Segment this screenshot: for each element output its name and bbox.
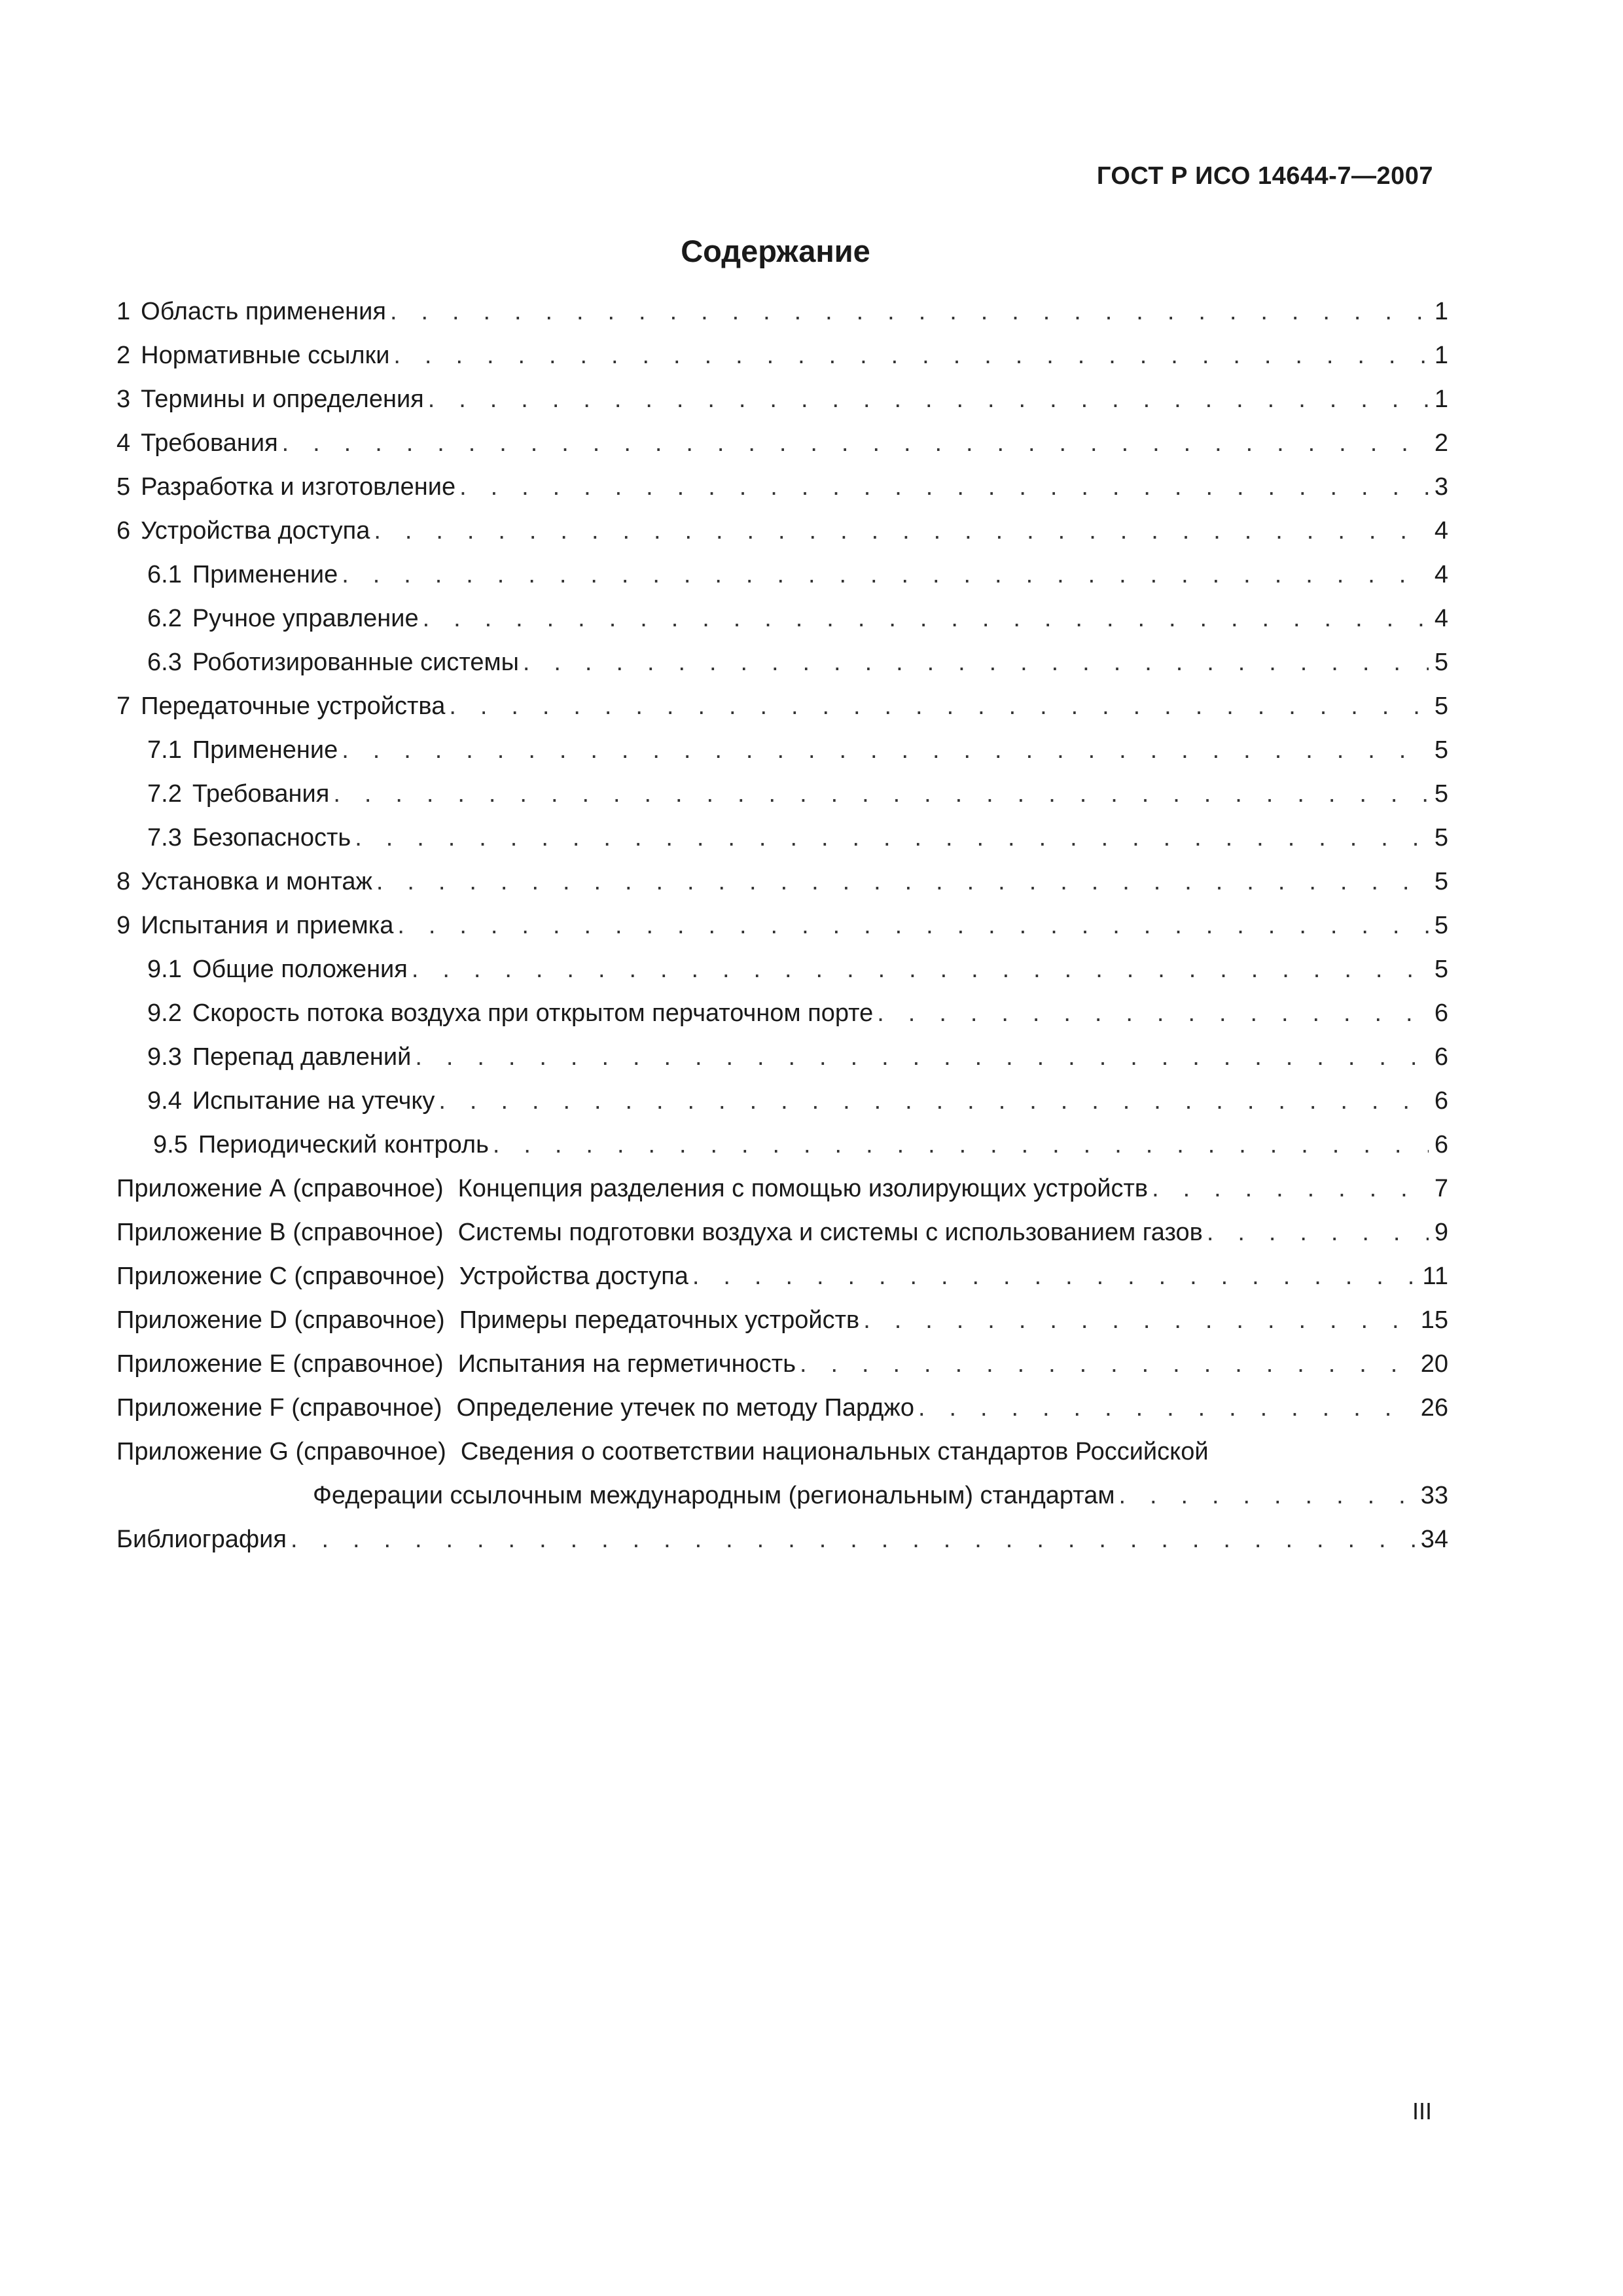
toc-entry-page: 7 bbox=[1434, 1175, 1448, 1202]
toc-subentry[interactable] bbox=[116, 1043, 1448, 1087]
toc-entry-page: 11 bbox=[1422, 1263, 1448, 1290]
dot-leader bbox=[374, 517, 1429, 545]
dot-leader bbox=[428, 386, 1429, 414]
toc-entry-label: Периодический контроль bbox=[198, 1131, 489, 1158]
toc-entry-page: 9 bbox=[1434, 1219, 1448, 1246]
dot-leader bbox=[412, 956, 1429, 984]
toc-entry[interactable] bbox=[116, 429, 1448, 473]
toc-entry-page: 2 bbox=[1434, 429, 1448, 457]
toc-entry[interactable] bbox=[116, 868, 1448, 912]
toc-entry-page: 6 bbox=[1434, 1131, 1448, 1158]
dot-leader bbox=[692, 1263, 1419, 1291]
appendix-prefix: Приложение Е (справочное) bbox=[116, 1350, 444, 1378]
toc-entry-number: 7.3 bbox=[147, 824, 182, 852]
toc-entry-page: 5 bbox=[1434, 956, 1448, 983]
toc-entry-label: Ручное управление bbox=[192, 605, 419, 632]
toc-entry-number: 9.5 bbox=[153, 1131, 188, 1158]
toc-bibliography-entry[interactable] bbox=[116, 1526, 1448, 1570]
toc-appendix-continuation[interactable] bbox=[116, 1482, 1448, 1526]
toc-entry-number: 5 bbox=[116, 473, 131, 501]
toc-entry-number: 7.2 bbox=[147, 780, 182, 808]
toc-subentry[interactable] bbox=[116, 824, 1448, 868]
toc-entry-number: 6.2 bbox=[147, 605, 182, 632]
toc-subentry[interactable] bbox=[116, 956, 1448, 999]
toc-entry-number: 9.4 bbox=[147, 1087, 182, 1115]
toc-entry[interactable] bbox=[116, 386, 1448, 429]
appendix-label: Устройства доступа bbox=[459, 1263, 688, 1290]
dot-leader bbox=[397, 912, 1429, 940]
toc-entry-page: 4 bbox=[1434, 517, 1448, 545]
appendix-prefix: Приложение С (справочное) bbox=[116, 1263, 445, 1290]
toc-subentry[interactable] bbox=[116, 999, 1448, 1043]
toc-entry-page: 6 bbox=[1434, 1087, 1448, 1115]
appendix-prefix: Приложение D (справочное) bbox=[116, 1306, 445, 1334]
toc-subentry[interactable] bbox=[116, 780, 1448, 824]
toc-entry[interactable] bbox=[116, 692, 1448, 736]
dot-leader bbox=[390, 298, 1429, 326]
toc-entry-number: 1 bbox=[116, 298, 131, 325]
toc-entry-page: 3 bbox=[1434, 473, 1448, 501]
toc-entry-number: 2 bbox=[116, 342, 131, 369]
dot-leader bbox=[1152, 1175, 1429, 1203]
dot-leader bbox=[342, 736, 1429, 764]
dot-leader bbox=[282, 429, 1429, 457]
document-code: ГОСТ Р ИСО 14644-7—2007 bbox=[1096, 162, 1433, 190]
toc-appendix-entry[interactable] bbox=[116, 1306, 1448, 1350]
appendix-prefix: Приложение А (справочное) bbox=[116, 1175, 444, 1202]
toc-subentry[interactable] bbox=[116, 649, 1448, 692]
toc-entry-number: 6.3 bbox=[147, 649, 182, 676]
toc-entry[interactable] bbox=[116, 912, 1448, 956]
appendix-prefix: Приложение В (справочное) bbox=[116, 1219, 444, 1246]
toc-entry-page: 5 bbox=[1434, 824, 1448, 852]
toc-entry-label: Требования bbox=[192, 780, 330, 808]
toc-entry-page: 1 bbox=[1434, 386, 1448, 413]
toc-entry-number: 9.3 bbox=[147, 1043, 182, 1071]
toc-entry-page: 5 bbox=[1434, 868, 1448, 895]
toc-entry-label: Перепад давлений bbox=[192, 1043, 412, 1071]
appendix-prefix: Приложение F (справочное) bbox=[116, 1394, 442, 1422]
toc-entry[interactable] bbox=[116, 473, 1448, 517]
dot-leader bbox=[863, 1306, 1416, 1335]
toc-entry-page: 6 bbox=[1434, 999, 1448, 1027]
toc-entry[interactable] bbox=[116, 298, 1448, 342]
toc-entry-page: 15 bbox=[1420, 1306, 1448, 1334]
toc-entry-label: Передаточные устройства bbox=[141, 692, 446, 720]
toc-entry-number: 9 bbox=[116, 912, 131, 939]
dot-leader bbox=[523, 649, 1429, 677]
toc-entry-page: 20 bbox=[1420, 1350, 1448, 1378]
appendix-label: Примеры передаточных устройств bbox=[459, 1306, 860, 1334]
toc-entry-label: Роботизированные системы bbox=[192, 649, 519, 676]
toc-entry-page: 5 bbox=[1434, 780, 1448, 808]
appendix-label: Системы подготовки воздуха и системы с использованием газов bbox=[457, 1219, 1203, 1246]
toc-entry-page: 5 bbox=[1434, 912, 1448, 939]
toc-appendix-entry[interactable] bbox=[116, 1350, 1448, 1394]
toc-subentry[interactable] bbox=[116, 736, 1448, 780]
toc-entry-page: 5 bbox=[1434, 736, 1448, 764]
toc-subentry[interactable] bbox=[116, 605, 1448, 649]
toc-entry-label: Испытания и приемка bbox=[141, 912, 394, 939]
toc-entry-number: 4 bbox=[116, 429, 131, 457]
toc-entry-page: 4 bbox=[1434, 561, 1448, 588]
toc-entry-page: 34 bbox=[1420, 1526, 1448, 1553]
toc-entry-label: Установка и монтаж bbox=[141, 868, 372, 895]
toc-entry-page: 1 bbox=[1434, 298, 1448, 325]
toc-entry-page: 26 bbox=[1420, 1394, 1448, 1422]
toc-entry-label: Область применения bbox=[141, 298, 386, 325]
toc-subentry[interactable] bbox=[116, 1087, 1448, 1131]
toc-entry-page: 5 bbox=[1434, 692, 1448, 720]
toc-entry-label: Нормативные ссылки bbox=[141, 342, 390, 369]
toc-appendix-entry[interactable] bbox=[116, 1263, 1448, 1306]
toc-title: Содержание bbox=[681, 234, 870, 268]
dot-leader bbox=[449, 692, 1429, 721]
toc-subentry[interactable] bbox=[116, 1131, 1448, 1175]
dot-leader bbox=[291, 1526, 1417, 1554]
toc-appendix-entry[interactable] bbox=[116, 1438, 1448, 1482]
dot-leader bbox=[493, 1131, 1429, 1159]
toc-entry-number: 9.2 bbox=[147, 999, 182, 1027]
toc-entry-number: 3 bbox=[116, 386, 131, 413]
page-number: III bbox=[1412, 2098, 1432, 2125]
toc-entry-number: 7 bbox=[116, 692, 131, 720]
toc-entry-page: 6 bbox=[1434, 1043, 1448, 1071]
toc-entry-page: 1 bbox=[1434, 342, 1448, 369]
toc-entry-label: Применение bbox=[192, 561, 338, 588]
appendix-prefix: Приложение G (справочное) bbox=[116, 1438, 446, 1465]
toc-entry-number: 7.1 bbox=[147, 736, 182, 764]
toc-entry-label: Общие положения bbox=[192, 956, 408, 983]
toc-entry-number: 6 bbox=[116, 517, 131, 545]
toc-entry-label: Скорость потока воздуха при открытом перчаточном порте bbox=[192, 999, 874, 1027]
dot-leader bbox=[459, 473, 1429, 501]
dot-leader bbox=[1207, 1219, 1429, 1247]
dot-leader bbox=[342, 561, 1429, 589]
toc-appendix-entry[interactable] bbox=[116, 1175, 1448, 1219]
toc-entry-page: 5 bbox=[1434, 649, 1448, 676]
toc-entry-label: Безопасность bbox=[192, 824, 351, 852]
toc-entry-label: Требования bbox=[141, 429, 278, 457]
dot-leader bbox=[918, 1394, 1417, 1422]
appendix-label-continued: Федерации ссылочным международным (региональным) стандартам bbox=[313, 1482, 1115, 1509]
dot-leader bbox=[415, 1043, 1429, 1071]
toc-entry[interactable] bbox=[116, 342, 1448, 386]
dot-leader bbox=[800, 1350, 1417, 1378]
toc-entry-label: Разработка и изготовление bbox=[141, 473, 456, 501]
toc-entry-page: 33 bbox=[1420, 1482, 1448, 1509]
toc-entry-label: Термины и определения bbox=[141, 386, 424, 413]
dot-leader bbox=[393, 342, 1429, 370]
appendix-label: Испытания на герметичность bbox=[457, 1350, 796, 1378]
toc-entry[interactable] bbox=[116, 517, 1448, 561]
table-of-contents bbox=[116, 298, 1448, 1570]
dot-leader bbox=[438, 1087, 1429, 1115]
toc-entry-number: 9.1 bbox=[147, 956, 182, 983]
toc-subentry[interactable] bbox=[116, 561, 1448, 605]
bibliography-label: Библиография bbox=[116, 1526, 287, 1553]
toc-entry-page: 4 bbox=[1434, 605, 1448, 632]
toc-appendix-entry[interactable] bbox=[116, 1394, 1448, 1438]
dot-leader bbox=[423, 605, 1429, 633]
toc-entry-label: Применение bbox=[192, 736, 338, 764]
toc-entry-label: Испытание на утечку bbox=[192, 1087, 435, 1115]
dot-leader bbox=[1118, 1482, 1416, 1510]
appendix-label: Сведения о соответствии национальных стандартов Российской bbox=[460, 1438, 1209, 1465]
dot-leader bbox=[376, 868, 1429, 896]
toc-entry-label: Устройства доступа bbox=[141, 517, 370, 545]
dot-leader bbox=[355, 824, 1429, 852]
appendix-label: Концепция разделения с помощью изолирующих устройств bbox=[457, 1175, 1149, 1202]
toc-appendix-entry[interactable] bbox=[116, 1219, 1448, 1263]
toc-entry-number: 6.1 bbox=[147, 561, 182, 588]
dot-leader bbox=[333, 780, 1429, 808]
dot-leader bbox=[877, 999, 1429, 1028]
toc-entry-number: 8 bbox=[116, 868, 131, 895]
appendix-label: Определение утечек по методу Парджо bbox=[456, 1394, 914, 1422]
